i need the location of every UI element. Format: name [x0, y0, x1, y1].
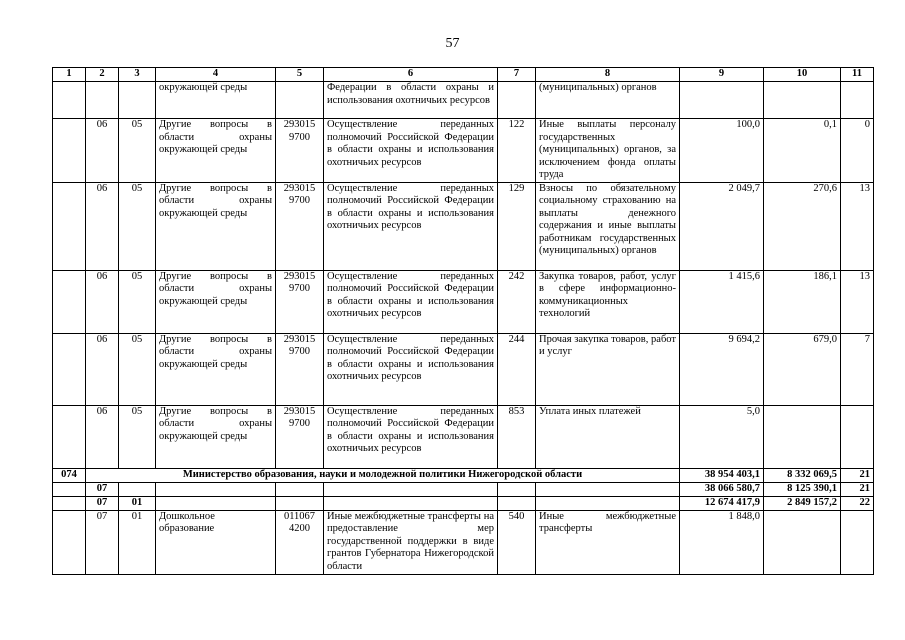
- cell-article-name: Федерации в области охраны и использования охотничьих ресурсов: [324, 82, 498, 119]
- cell-section-name: Другие вопросы в области охраны окружающей среды: [156, 405, 276, 468]
- cell-expense-name: Иные выплаты персоналу государственных (муниципальных) органов, за исключением фонда оплаты труда: [536, 119, 680, 183]
- cell-code: [53, 482, 86, 496]
- cell-section-name: Дошкольное образование: [156, 510, 276, 574]
- cell-value-actual: 8 125 390,1: [764, 482, 841, 496]
- cell-section-name: Другие вопросы в области охраны окружающей среды: [156, 333, 276, 405]
- cell-percent: 7: [841, 333, 874, 405]
- cell-percent: 21: [841, 482, 874, 496]
- cell-subsection: 05: [119, 405, 156, 468]
- cell-expense-name: Уплата иных платежей: [536, 405, 680, 468]
- cell-percent: [841, 510, 874, 574]
- section-row: [53, 482, 874, 496]
- cell-percent: [841, 405, 874, 468]
- cell-target-article: [276, 482, 324, 496]
- column-header: 8: [536, 68, 680, 82]
- cell-expense-name: [536, 496, 680, 510]
- cell-expense-type: 242: [498, 270, 536, 333]
- cell-subsection: 05: [119, 270, 156, 333]
- cell-code: [53, 270, 86, 333]
- cell-percent: [841, 82, 874, 119]
- cell-code: [53, 496, 86, 510]
- cell-expense-type: 129: [498, 182, 536, 270]
- cell-expense-type: 244: [498, 333, 536, 405]
- cell-section: 06: [86, 182, 119, 270]
- cell-subsection: 05: [119, 333, 156, 405]
- cell-value-plan: 100,0: [680, 119, 764, 183]
- cell-target-article: 011067 4200: [276, 510, 324, 574]
- cell-expense-type: 122: [498, 119, 536, 183]
- cell-percent: 13: [841, 270, 874, 333]
- cell-section-name: Другие вопросы в области охраны окружающей среды: [156, 270, 276, 333]
- cell-code: 074: [53, 468, 86, 482]
- column-header: 9: [680, 68, 764, 82]
- cell-expense-type: [498, 82, 536, 119]
- cell-expense-name: Иные межбюджетные трансферты: [536, 510, 680, 574]
- cell-section: 07: [86, 496, 119, 510]
- cell-article-name: Иные межбюджетные трансферты на предоставление мер государственной поддержки в виде грантов Губернатора Нижегородской области: [324, 510, 498, 574]
- header-row: [53, 68, 874, 82]
- cell-value-plan: 1 415,6: [680, 270, 764, 333]
- column-header: 4: [156, 68, 276, 82]
- cell-subsection: [119, 482, 156, 496]
- cell-percent: 22: [841, 496, 874, 510]
- cell-section-name: окружающей среды: [156, 82, 276, 119]
- cell-target-article: 293015 9700: [276, 119, 324, 183]
- cell-code: [53, 510, 86, 574]
- ministry-name: Министерство образования, науки и молодежной политики Нижегородской области: [86, 468, 680, 482]
- cell-article-name: Осуществление переданных полномочий Российской Федерации в области охраны и использования охотничьих ресурсов: [324, 119, 498, 183]
- cell-value-actual: [764, 82, 841, 119]
- cell-target-article: [276, 82, 324, 119]
- cell-value-actual: 679,0: [764, 333, 841, 405]
- cell-section: 07: [86, 482, 119, 496]
- table-row: [53, 333, 874, 405]
- table-row: [53, 405, 874, 468]
- cell-section-name: [156, 496, 276, 510]
- cell-expense-type: [498, 482, 536, 496]
- column-header: 7: [498, 68, 536, 82]
- cell-section: 06: [86, 119, 119, 183]
- cell-value-plan: [680, 82, 764, 119]
- cell-value-actual: 0,1: [764, 119, 841, 183]
- cell-expense-name: Взносы по обязательному социальному страхованию на выплаты денежного содержания и иные выплаты работникам государственных (муниципальных) органов: [536, 182, 680, 270]
- cell-section: 06: [86, 405, 119, 468]
- cell-value-plan: 38 954 403,1: [680, 468, 764, 482]
- cell-value-actual: 270,6: [764, 182, 841, 270]
- cell-expense-name: Прочая закупка товаров, работ и услуг: [536, 333, 680, 405]
- cell-article-name: Осуществление переданных полномочий Российской Федерации в области охраны и использования охотничьих ресурсов: [324, 270, 498, 333]
- table-row: [53, 510, 874, 574]
- cell-value-plan: 12 674 417,9: [680, 496, 764, 510]
- cell-value-plan: 2 049,7: [680, 182, 764, 270]
- cell-article-name: Осуществление переданных полномочий Российской Федерации в области охраны и использования охотничьих ресурсов: [324, 333, 498, 405]
- cell-value-actual: 2 849 157,2: [764, 496, 841, 510]
- budget-table: [52, 67, 874, 575]
- cell-expense-name: (муниципальных) органов: [536, 82, 680, 119]
- cell-target-article: 293015 9700: [276, 182, 324, 270]
- cell-code: [53, 119, 86, 183]
- cell-section-name: Другие вопросы в области охраны окружающей среды: [156, 182, 276, 270]
- table-row: [53, 270, 874, 333]
- cell-target-article: 293015 9700: [276, 405, 324, 468]
- cell-subsection: 05: [119, 119, 156, 183]
- column-header: 1: [53, 68, 86, 82]
- cell-percent: 21: [841, 468, 874, 482]
- cell-subsection: 01: [119, 510, 156, 574]
- column-header: 6: [324, 68, 498, 82]
- column-header: 10: [764, 68, 841, 82]
- cell-target-article: 293015 9700: [276, 270, 324, 333]
- cell-subsection: [119, 82, 156, 119]
- cell-value-actual: 186,1: [764, 270, 841, 333]
- cell-value-actual: 8 332 069,5: [764, 468, 841, 482]
- cell-expense-name: Закупка товаров, работ, услуг в сфере информационно-коммуникационных технологий: [536, 270, 680, 333]
- cell-article-name: [324, 482, 498, 496]
- ministry-row: [53, 468, 874, 482]
- cell-article-name: Осуществление переданных полномочий Российской Федерации в области охраны и использования охотничьих ресурсов: [324, 182, 498, 270]
- cell-section-name: [156, 482, 276, 496]
- cell-expense-type: [498, 496, 536, 510]
- page-number: 57: [445, 36, 460, 51]
- column-header: 11: [841, 68, 874, 82]
- table-row: [53, 119, 874, 183]
- cell-value-plan: 1 848,0: [680, 510, 764, 574]
- cell-expense-type: 853: [498, 405, 536, 468]
- cell-subsection: 05: [119, 182, 156, 270]
- column-header: 5: [276, 68, 324, 82]
- cell-target-article: 293015 9700: [276, 333, 324, 405]
- cell-section: 06: [86, 333, 119, 405]
- cell-section-name: Другие вопросы в области охраны окружающей среды: [156, 119, 276, 183]
- cell-section: 07: [86, 510, 119, 574]
- cell-value-plan: 5,0: [680, 405, 764, 468]
- cell-code: [53, 82, 86, 119]
- cell-expense-type: 540: [498, 510, 536, 574]
- cell-subsection: 01: [119, 496, 156, 510]
- cell-article-name: [324, 496, 498, 510]
- cell-code: [53, 333, 86, 405]
- cell-section: [86, 82, 119, 119]
- column-header: 3: [119, 68, 156, 82]
- cell-value-plan: 38 066 580,7: [680, 482, 764, 496]
- cell-code: [53, 405, 86, 468]
- table-row: [53, 82, 874, 119]
- cell-percent: 0: [841, 119, 874, 183]
- subsection-row: [53, 496, 874, 510]
- cell-percent: 13: [841, 182, 874, 270]
- cell-expense-name: [536, 482, 680, 496]
- cell-section: 06: [86, 270, 119, 333]
- cell-article-name: Осуществление переданных полномочий Российской Федерации в области охраны и использования охотничьих ресурсов: [324, 405, 498, 468]
- cell-value-actual: [764, 510, 841, 574]
- table-row: [53, 182, 874, 270]
- cell-value-actual: [764, 405, 841, 468]
- cell-value-plan: 9 694,2: [680, 333, 764, 405]
- cell-code: [53, 182, 86, 270]
- cell-target-article: [276, 496, 324, 510]
- column-header: 2: [86, 68, 119, 82]
